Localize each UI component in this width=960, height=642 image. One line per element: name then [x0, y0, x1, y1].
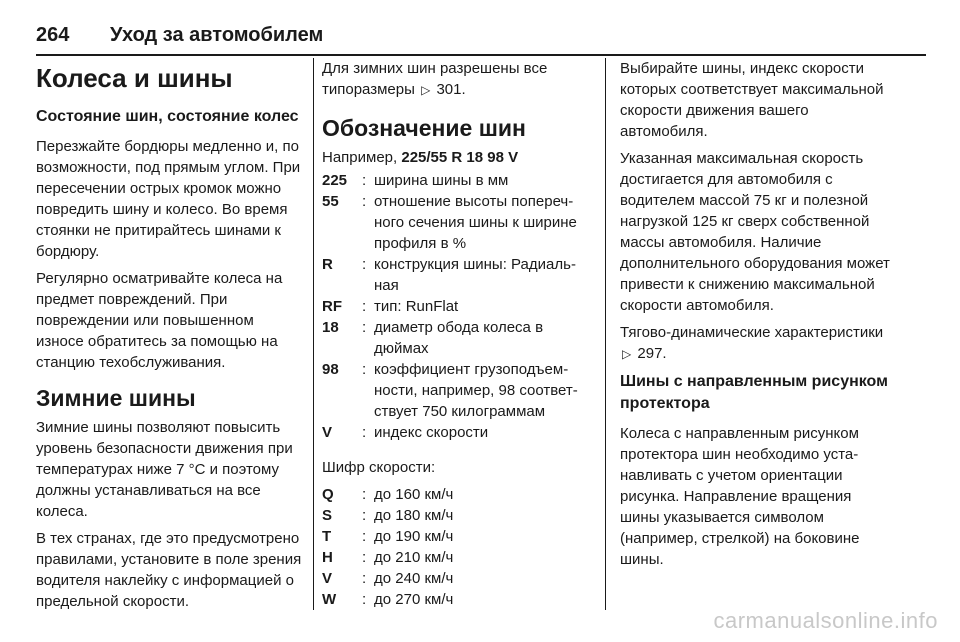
definition-colon: :: [362, 172, 367, 189]
definition-row: [322, 296, 594, 317]
definition-list: [322, 170, 594, 443]
definition-row: [322, 547, 594, 568]
definition-value: ширина шины в мм: [374, 172, 509, 189]
definition-value: до 180 км/ч: [374, 507, 454, 524]
definition-value: коэффициент грузоподъемности, например, 98 соответствует 750 килограммам: [374, 361, 578, 420]
definition-colon: :: [362, 549, 367, 566]
definition-colon: :: [362, 193, 367, 210]
definition-key: T: [322, 528, 332, 545]
page-header: [36, 18, 926, 52]
definition-colon: :: [362, 591, 367, 608]
paragraph: Тягово-динамические характеристики ▷ 297.: [620, 322, 890, 365]
page-number: 264: [36, 23, 70, 46]
paragraph: В тех странах, где это предусмотрено правилами, установите в поле зрения водителя наклейку с информацией о предельной скорости.: [36, 530, 302, 610]
column-1: [36, 58, 302, 618]
definition-key: 98: [322, 361, 339, 378]
definition-value: диаметр обода колеса в дюймах: [374, 319, 544, 357]
definition-value: до 210 км/ч: [374, 549, 454, 566]
definition-value: индекс скорости: [374, 424, 489, 441]
paragraph: Регулярно осматривайте колеса на предмет повреждений. При повреждении или повышенном износе обратитесь за помощью на станцию техобслуживания.: [36, 270, 283, 371]
definition-key: RF: [322, 298, 342, 315]
definition-row: [322, 526, 594, 547]
definition-row: [322, 191, 594, 254]
definition-key: 18: [322, 319, 339, 336]
definition-row: [322, 254, 594, 296]
page-reference-icon: ▷: [622, 347, 632, 361]
page-reference[interactable]: 301.: [436, 81, 466, 98]
tire-marking-example: 225/55 R 18 98 V: [401, 149, 519, 166]
paragraph: Перезжайте бордюры медленно и, по возможности, под прямым углом. При пересечении острых кромок можно повредить шину и колесо. Во время стоянки не притирайтесь шинами к бордюру.: [36, 138, 301, 260]
definition-row: [322, 317, 594, 359]
definition-key: 225: [322, 172, 348, 189]
definition-key: Q: [322, 486, 334, 503]
definition-value: до 270 км/ч: [374, 591, 454, 608]
paragraph: Указанная максимальная скорость достигается для автомобиля с водителем массой 75 кг и полезной нагрузкой 125 кг сверх собственной массы автомобиля. Наличие дополнительного оборудования может привести к снижению максимальной скорости автомобиля.: [620, 150, 890, 314]
paragraph: Для зимних шин разрешены все типоразмеры ▷ 301.: [322, 58, 594, 101]
definition-row: [322, 359, 594, 422]
chapter-title: Уход за автомобилем: [110, 23, 324, 46]
column-divider: [313, 58, 314, 610]
paragraph: Выбирайте шины, индекс скорости которых соответствует максимальной скорости движения вашего автомобиля.: [620, 60, 884, 140]
definition-row: [322, 484, 594, 505]
page-reference-icon: ▷: [421, 83, 431, 97]
watermark: carmanualsonline.info: [713, 608, 938, 633]
definition-colon: :: [362, 319, 367, 336]
definition-colon: :: [362, 486, 367, 503]
definition-key: S: [322, 507, 333, 524]
definition-row: [322, 589, 594, 610]
definition-colon: :: [362, 298, 367, 315]
definition-row: [322, 170, 594, 191]
definition-colon: :: [362, 570, 367, 587]
definition-colon: :: [362, 424, 367, 441]
definition-colon: :: [362, 256, 367, 273]
definition-key: V: [322, 570, 333, 587]
paragraph: Зимние шины позволяют повысить уровень безопасности движения при температурах ниже 7 °C и поэтому должны устанавливаться на все колеса.: [36, 419, 293, 520]
speed-label: Шифр скорости:: [322, 459, 436, 476]
definition-value: конструкция шины: Радиальная: [374, 256, 576, 294]
definition-key: W: [322, 591, 337, 608]
example-line: Например, 225/55 R 18 98 V: [322, 149, 519, 166]
definition-row: [322, 505, 594, 526]
column-divider: [605, 58, 606, 610]
speed-index-list: [322, 484, 594, 610]
definition-colon: :: [362, 507, 367, 524]
column-2: [322, 58, 594, 610]
definition-key: V: [322, 424, 333, 441]
subsection-title: Шины с направленным рисунком протектора: [620, 373, 888, 412]
definition-value: отношение высоты поперечного сечения шины к ширине профиля в %: [374, 193, 577, 252]
header-rule: [36, 54, 926, 56]
definition-value: до 240 км/ч: [374, 570, 454, 587]
subsection-title: Состояние шин, состояние колес: [36, 108, 299, 125]
definition-value: тип: RunFlat: [374, 298, 459, 315]
definition-value: до 160 км/ч: [374, 486, 454, 503]
paragraph: Колеса с направленным рисунком протектора шин необходимо устанавливать с учетом ориентации рисунка. Направление вращения шины указывается символом (например, стрелкой) на боковине шины.: [620, 425, 860, 568]
definition-colon: :: [362, 361, 367, 378]
definition-value: до 190 км/ч: [374, 528, 454, 545]
page-reference[interactable]: 297.: [637, 345, 667, 362]
section-heading: Зимние шины: [36, 385, 196, 411]
section-heading: Обозначение шин: [322, 115, 526, 141]
definition-key: 55: [322, 193, 339, 210]
definition-key: H: [322, 549, 333, 566]
column-3: [620, 58, 890, 576]
definition-colon: :: [362, 528, 367, 545]
definition-row: [322, 422, 594, 443]
definition-row: [322, 568, 594, 589]
definition-key: R: [322, 256, 333, 273]
section-title: Колеса и шины: [36, 63, 233, 93]
